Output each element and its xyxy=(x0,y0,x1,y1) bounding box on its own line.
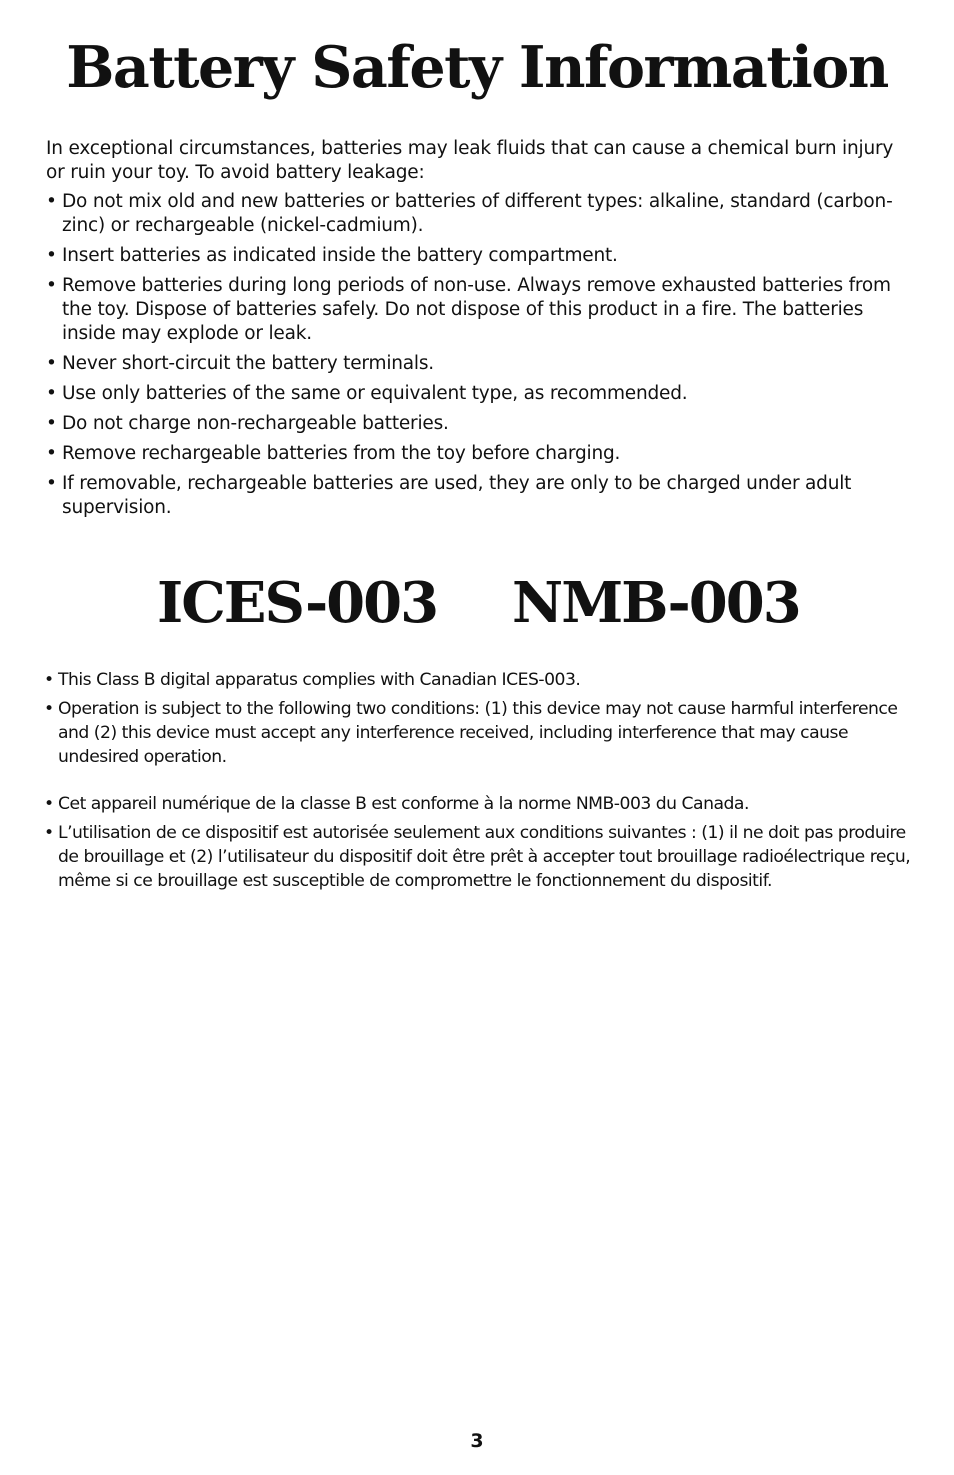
list-item xyxy=(44,821,916,893)
list-item-text: Do not mix old and new batteries or batteries of different types: alkaline, standard (carbon-zinc) or rechargeable (nickel-cadmium). xyxy=(62,191,893,236)
bullet-icon: • xyxy=(46,245,57,266)
list-item-text: Insert batteries as indicated inside the battery compartment. xyxy=(62,245,618,266)
bullet-icon: • xyxy=(46,275,57,296)
compliance-list-french xyxy=(44,792,916,898)
list-item-text: L’utilisation de ce dispositif est autorisée seulement aux conditions suivantes : (1) il ne doit pas produire de brouillage et (2) l’utilisateur du dispositif doit être prêt à accepter tout brouillage radioélectrique reçu, même si ce brouillage est susceptible de compromettre le fonctionnement du dispositif. xyxy=(58,823,911,891)
compliance-codes-heading xyxy=(0,565,954,641)
bullet-icon: • xyxy=(46,443,57,464)
list-item-text: Remove batteries during long periods of non-use. Always remove exhausted batteries from the toy. Dispose of batteries safely. Do not dispose of this product in a fire. The batteries inside may explode or leak. xyxy=(62,275,891,344)
bullet-icon: • xyxy=(46,413,57,434)
bullet-icon: • xyxy=(46,353,57,374)
bullet-icon: • xyxy=(46,473,57,494)
list-item xyxy=(46,352,914,376)
list-item xyxy=(44,697,916,769)
compliance-list-english xyxy=(44,668,916,774)
list-item-text: Never short-circuit the battery terminals. xyxy=(62,353,434,374)
page-number: 3 xyxy=(470,1430,484,1452)
list-item xyxy=(46,244,914,268)
bullet-icon: • xyxy=(44,699,54,719)
list-item-text: Cet appareil numérique de la classe B est conforme à la norme NMB-003 du Canada. xyxy=(58,794,749,814)
list-item-text: This Class B digital apparatus complies with Canadian ICES-003. xyxy=(58,670,581,690)
battery-safety-list xyxy=(46,190,914,526)
list-item xyxy=(46,412,914,436)
list-item xyxy=(46,442,914,466)
bullet-icon: • xyxy=(44,794,54,814)
list-item-text: Operation is subject to the following two conditions: (1) this device may not cause harmful interference and (2) this device must accept any interference received, including interference that may cause undesired operation. xyxy=(58,699,898,767)
list-item xyxy=(46,382,914,406)
list-item xyxy=(46,472,914,520)
page-title: Battery Safety Information xyxy=(66,34,888,101)
list-item-text: If removable, rechargeable batteries are used, they are only to be charged under adult supervision. xyxy=(62,473,852,518)
nmb-code-heading: NMB-003 xyxy=(512,570,800,636)
list-item xyxy=(46,190,914,238)
list-item xyxy=(44,668,916,692)
list-item-text: Use only batteries of the same or equivalent type, as recommended. xyxy=(62,383,688,404)
bullet-icon: • xyxy=(46,383,57,404)
list-item-text: Do not charge non-rechargeable batteries. xyxy=(62,413,449,434)
list-item xyxy=(44,792,916,816)
list-item-text: Remove rechargeable batteries from the toy before charging. xyxy=(62,443,621,464)
intro-paragraph: In exceptional circumstances, batteries may leak fluids that can cause a chemical burn injury or ruin your toy. To avoid battery leakage: xyxy=(46,138,894,183)
ices-code-heading: ICES-003 xyxy=(157,570,438,636)
bullet-icon: • xyxy=(44,823,54,843)
bullet-icon: • xyxy=(46,191,57,212)
bullet-icon: • xyxy=(44,670,54,690)
list-item xyxy=(46,274,914,346)
